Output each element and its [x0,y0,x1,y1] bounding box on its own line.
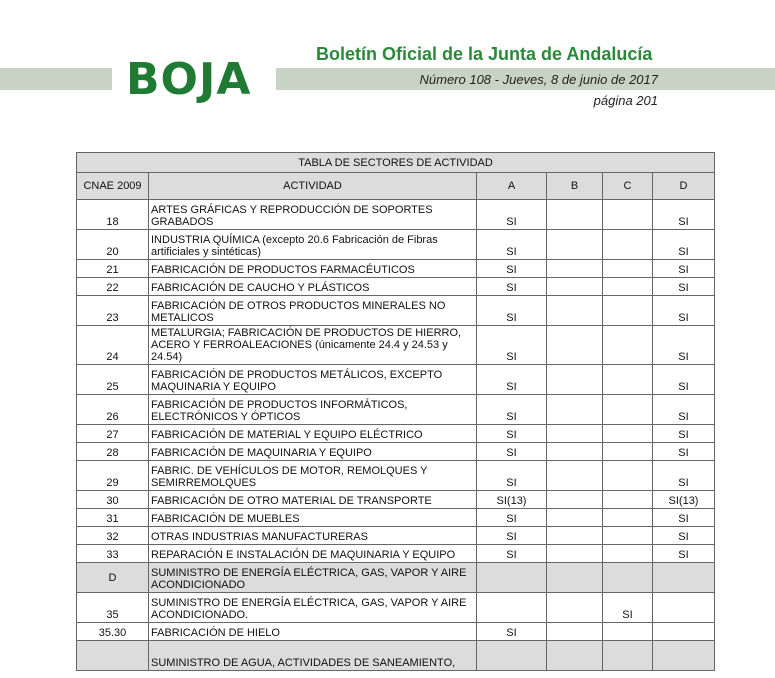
header-actividad: ACTIVIDAD [149,173,477,200]
activity-cell: OTRAS INDUSTRIAS MANUFACTURERAS [149,527,477,545]
issue-line: Número 108 - Jueves, 8 de junio de 2017 [419,72,658,87]
cnae-cell: 32 [77,527,149,545]
col-b-cell [547,545,603,563]
table-caption-row [77,153,715,173]
col-c-cell [603,527,653,545]
table-row [77,593,715,623]
col-b-cell [547,593,603,623]
col-d-cell [653,563,715,593]
col-b-cell [547,527,603,545]
col-a-cell: SI [477,296,547,326]
activity-cell: FABRICACIÓN DE MAQUINARIA Y EQUIPO [149,443,477,461]
col-c-cell [603,365,653,395]
activity-cell: FABRICACIÓN DE OTRO MATERIAL DE TRANSPORTE [149,491,477,509]
col-d-cell: SI [653,443,715,461]
cnae-cell: 22 [77,278,149,296]
table-row [77,260,715,278]
col-a-cell: SI [477,278,547,296]
col-c-cell [603,278,653,296]
section-row [77,563,715,593]
cnae-cell: 24 [77,326,149,365]
cnae-cell: 35 [77,593,149,623]
col-d-cell: SI [653,509,715,527]
col-b-cell [547,326,603,365]
col-c-cell [603,296,653,326]
col-b-cell [547,230,603,260]
col-a-cell [477,593,547,623]
boja-logo: BOJA [126,54,252,105]
col-c-cell [603,623,653,641]
col-a-cell [477,563,547,593]
cnae-cell: 26 [77,395,149,425]
table-row [77,443,715,461]
col-b-cell [547,641,603,671]
table-row [77,365,715,395]
activity-cell: FABRICACIÓN DE PRODUCTOS METÁLICOS, EXCEPTO MAQUINARIA Y EQUIPO [149,365,477,395]
cnae-cell: 27 [77,425,149,443]
col-c-cell [603,395,653,425]
col-b-cell [547,509,603,527]
cnae-cell: 25 [77,365,149,395]
activity-cell: ARTES GRÁFICAS Y REPRODUCCIÓN DE SOPORTES GRABADOS [149,200,477,230]
col-a-cell: SI [477,260,547,278]
col-d-cell: SI [653,296,715,326]
cnae-cell: 28 [77,443,149,461]
col-a-cell: SI [477,200,547,230]
sectors-table [76,152,715,671]
col-a-cell: SI [477,425,547,443]
activity-cell: FABRICACIÓN DE MUEBLES [149,509,477,527]
col-d-cell: SI [653,461,715,491]
activity-cell: SUMINISTRO DE ENERGÍA ELÉCTRICA, GAS, VAPOR Y AIRE ACONDICIONADO. [149,593,477,623]
col-b-cell [547,443,603,461]
col-a-cell: SI [477,443,547,461]
col-c-cell [603,491,653,509]
cnae-cell: D [77,563,149,593]
cnae-cell [77,641,149,671]
header-d: D [653,173,715,200]
activity-cell: FABRICACIÓN DE PRODUCTOS FARMACÉUTICOS [149,260,477,278]
cnae-cell: 20 [77,230,149,260]
col-c-cell [603,545,653,563]
table-row [77,296,715,326]
col-d-cell: SI [653,425,715,443]
col-a-cell: SI [477,326,547,365]
table-row [77,200,715,230]
header-a: A [477,173,547,200]
col-b-cell [547,296,603,326]
col-c-cell [603,509,653,527]
col-b-cell [547,200,603,230]
col-b-cell [547,563,603,593]
table-row [77,545,715,563]
col-a-cell: SI(13) [477,491,547,509]
col-d-cell: SI [653,545,715,563]
cnae-cell: 23 [77,296,149,326]
activity-cell: FABRICACIÓN DE OTROS PRODUCTOS MINERALES NO METALICOS [149,296,477,326]
table-caption: TABLA DE SECTORES DE ACTIVIDAD [77,153,715,173]
col-a-cell: SI [477,461,547,491]
col-b-cell [547,365,603,395]
col-d-cell: SI [653,200,715,230]
activity-cell: SUMINISTRO DE ENERGÍA ELÉCTRICA, GAS, VAPOR Y AIRE ACONDICIONADO [149,563,477,593]
cnae-cell: 21 [77,260,149,278]
activity-cell: FABRICACIÓN DE PRODUCTOS INFORMÁTICOS, ELECTRÓNICOS Y ÓPTICOS [149,395,477,425]
col-b-cell [547,425,603,443]
col-d-cell: SI [653,278,715,296]
cnae-cell: 18 [77,200,149,230]
col-d-cell [653,623,715,641]
table-header-row [77,173,715,200]
col-c-cell [603,260,653,278]
col-d-cell: SI [653,365,715,395]
activity-cell: REPARACIÓN E INSTALACIÓN DE MAQUINARIA Y EQUIPO [149,545,477,563]
col-c-cell [603,641,653,671]
activity-cell: INDUSTRIA QUÍMICA (excepto 20.6 Fabricación de Fibras artificiales y sintéticas) [149,230,477,260]
col-d-cell: SI [653,527,715,545]
col-d-cell: SI [653,230,715,260]
col-a-cell: SI [477,527,547,545]
header-b: B [547,173,603,200]
col-d-cell: SI(13) [653,491,715,509]
col-c-cell [603,425,653,443]
col-a-cell: SI [477,545,547,563]
cnae-cell: 33 [77,545,149,563]
col-c-cell [603,230,653,260]
col-b-cell [547,461,603,491]
table-row [77,278,715,296]
activity-cell: FABRICACIÓN DE CAUCHO Y PLÁSTICOS [149,278,477,296]
table-row [77,623,715,641]
col-b-cell [547,260,603,278]
cnae-cell: 29 [77,461,149,491]
table-row [77,326,715,365]
col-d-cell: SI [653,326,715,365]
col-a-cell: SI [477,230,547,260]
col-c-cell [603,443,653,461]
table-row [77,461,715,491]
col-b-cell [547,491,603,509]
col-a-cell: SI [477,509,547,527]
col-a-cell: SI [477,623,547,641]
col-d-cell: SI [653,395,715,425]
activity-cell: FABRICACIÓN DE MATERIAL Y EQUIPO ELÉCTRICO [149,425,477,443]
activity-cell: FABRICACIÓN DE HIELO [149,623,477,641]
activity-cell: FABRIC. DE VEHÍCULOS DE MOTOR, REMOLQUES Y SEMIRREMOLQUES [149,461,477,491]
col-c-cell [603,461,653,491]
table-row [77,230,715,260]
col-b-cell [547,278,603,296]
page-number: página 201 [593,93,658,108]
col-b-cell [547,395,603,425]
col-a-cell: SI [477,365,547,395]
table-row [77,527,715,545]
col-c-cell [603,563,653,593]
col-c-cell: SI [603,593,653,623]
table-row [77,509,715,527]
cnae-cell: 30 [77,491,149,509]
col-c-cell [603,326,653,365]
col-d-cell [653,641,715,671]
table-row [77,395,715,425]
table-row [77,425,715,443]
col-d-cell: SI [653,260,715,278]
col-a-cell: SI [477,395,547,425]
activity-cell: SUMINISTRO DE AGUA, ACTIVIDADES DE SANEAMIENTO, [149,641,477,671]
header-cnae: CNAE 2009 [77,173,149,200]
bulletin-title: Boletín Oficial de la Junta de Andalucía [316,44,653,64]
section-row [77,641,715,671]
cnae-cell: 35.30 [77,623,149,641]
col-d-cell [653,593,715,623]
col-a-cell [477,641,547,671]
cnae-cell: 31 [77,509,149,527]
header-c: C [603,173,653,200]
col-b-cell [547,623,603,641]
activity-cell: METALURGIA; FABRICACIÓN DE PRODUCTOS DE HIERRO, ACERO Y FERROALEACIONES (únicamente 24.4 y 24.53 y 24.54) [149,326,477,365]
col-c-cell [603,200,653,230]
table-row [77,491,715,509]
